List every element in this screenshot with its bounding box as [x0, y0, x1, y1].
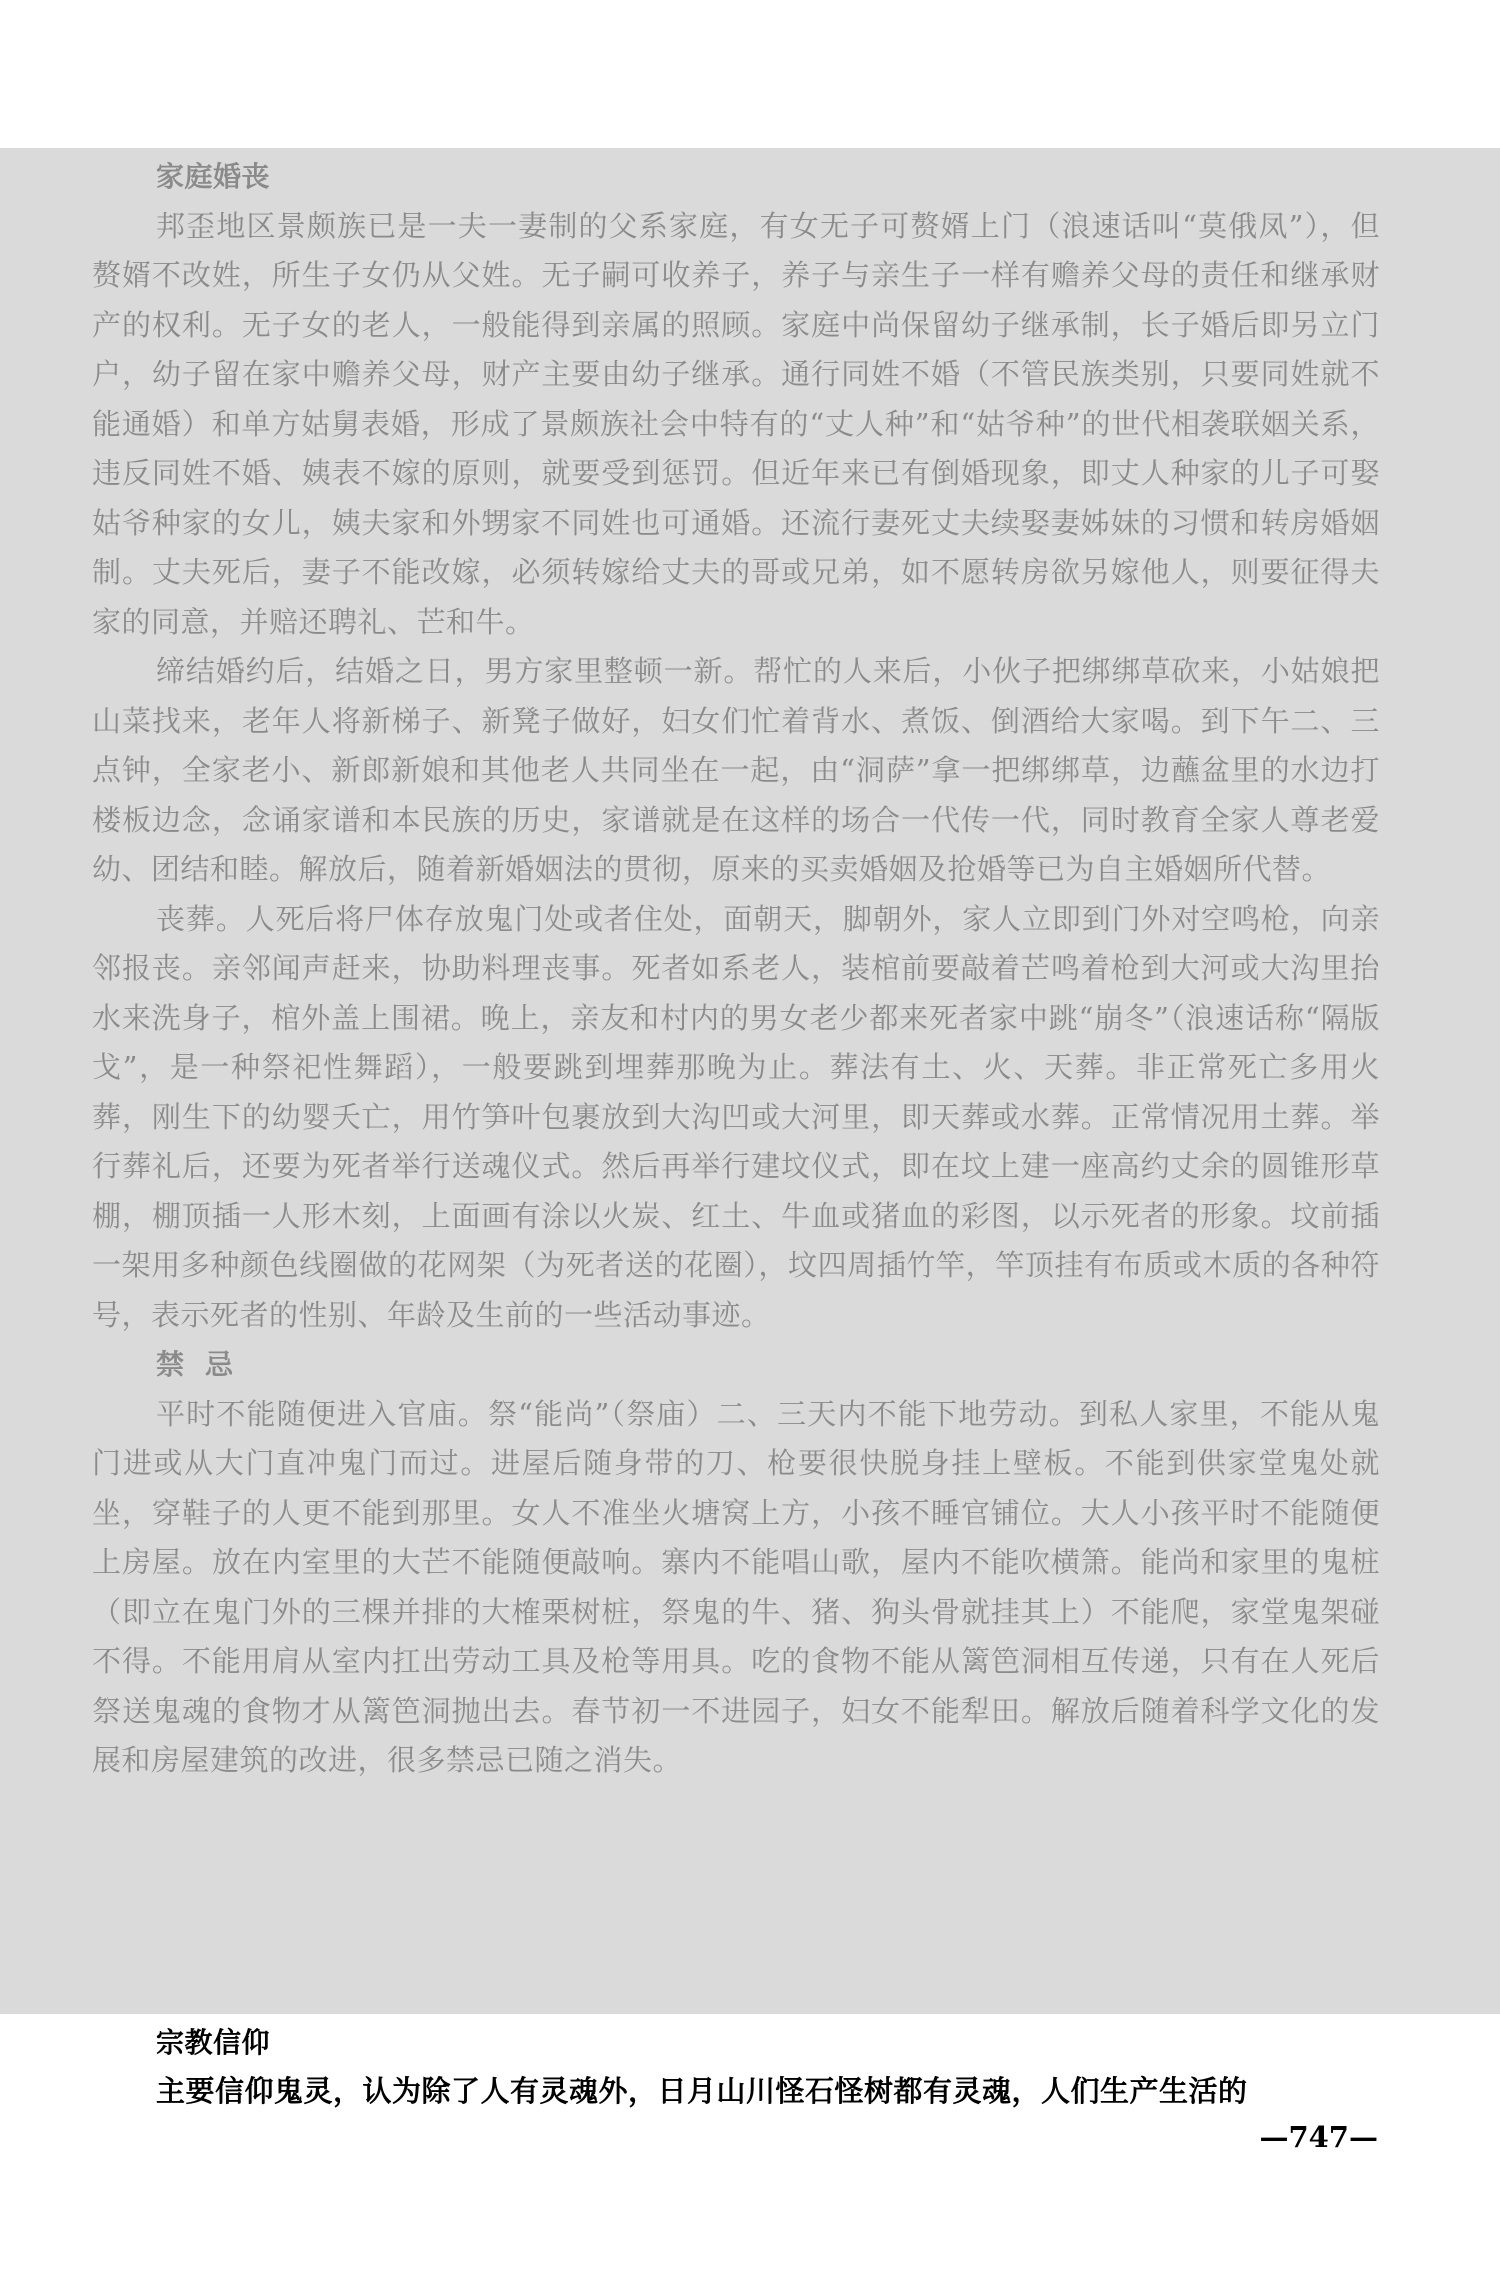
- paragraph-family-3: 丧葬。人死后将尸体存放鬼门处或者住处，面朝天，脚朝外，家人立即到门外对空鸣枪，向亲邻报丧。亲邻闻声赶来，协助料理丧事。死者如系老人，装棺前要敲着芒鸣着枪到大河或大沟里抬水来洗身子，棺外盖上围裙。晚上，亲友和村内的男女老少都来死者家中跳“崩冬”（浪速话称“隔版戈”，是一种祭祀性舞蹈），一般要跳到埋葬那晚为止。葬法有土、火、天葬。非正常死亡多用火葬，刚生下的幼婴夭亡，用竹笋叶包裹放到大沟凹或大河里，即天葬或水葬。正常情况用土葬。举行葬礼后，还要为死者举行送魂仪式。然后再举行建坟仪式，即在坟上建一座高约丈余的圆锥形草棚，棚顶插一人形木刻，上面画有涂以火炭、红土、牛血或猪血的彩图，以示死者的形象。坟前插一架用多种颜色线圈做的花网架（为死者送的花圈），坟四周插竹竿，竿顶挂有布质或木质的各种符号，表示死者的性别、年龄及生前的一些活动事迹。: [92, 901, 1380, 1332]
- page-number: —747—: [1259, 2120, 1378, 2154]
- section-heading-taboo: 禁 忌: [156, 1348, 234, 1381]
- section-heading-family: 家庭婚丧: [156, 160, 271, 193]
- paragraph-religion-1: 主要信仰鬼灵，认为除了人有灵魂外，日月山川怪石怪树都有灵魂，人们生产生活的: [156, 2074, 1248, 2108]
- shaded-text-block: [92, 152, 1380, 1786]
- paragraph-taboo-1: 平时不能随便进入官庙。祭“能尚”（祭庙）二、三天内不能下地劳动。到私人家里，不能从鬼门进或从大门直冲鬼门而过。进屋后随身带的刀、枪要很快脱身挂上壁板。不能到供家堂鬼处就坐，穿鞋子的人更不能到那里。女人不准坐火塘窝上方，小孩不睡官铺位。大人小孩平时不能随便上房屋。放在内室里的大芒不能随便敲响。寨内不能唱山歌，屋内不能吹横箫。能尚和家里的鬼桩（即立在鬼门外的三棵并排的大榷栗树桩，祭鬼的牛、猪、狗头骨就挂其上）不能爬，家堂鬼架碰不得。不能用肩从室内扛出劳动工具及枪等用具。吃的食物不能从篱笆洞相互传递，只有在人死后祭送鬼魂的食物才从篱笆洞抛出去。春节初一不进园子，妇女不能犁田。解放后随着科学文化的发展和房屋建筑的改进，很多禁忌已随之消失。: [92, 1396, 1380, 1777]
- section-heading-religion: 宗教信仰: [156, 2026, 271, 2059]
- religion-text-block: [92, 2018, 1380, 2116]
- paragraph-family-2: 缔结婚约后，结婚之日，男方家里整顿一新。帮忙的人来后，小伙子把绑绑草砍来，小姑娘把山菜找来，老年人将新梯子、新凳子做好，妇女们忙着背水、煮饭、倒酒给大家喝。到下午二、三点钟，全家老小、新郎新娘和其他老人共同坐在一起，由“洞萨”拿一把绑绑草，边蘸盆里的水边打楼板边念，念诵家谱和本民族的历史，家谱就是在这样的场合一代传一代，同时教育全家人尊老爱幼、团结和睦。解放后，随着新婚姻法的贯彻，原来的买卖婚姻及抢婚等已为自主婚姻所代替。: [92, 654, 1380, 886]
- paragraph-family-1: 邦歪地区景颇族已是一夫一妻制的父系家庭，有女无子可赘婿上门（浪速话叫“莫俄凤”），但赘婿不改姓，所生子女仍从父姓。无子嗣可收养子，养子与亲生子一样有赡养父母的责任和继承财产的权利。无子女的老人，一般能得到亲属的照顾。家庭中尚保留幼子继承制，长子婚后即另立门户，幼子留在家中赡养父母，财产主要由幼子继承。通行同姓不婚（不管民族类别，只要同姓就不能通婚）和单方姑舅表婚，形成了景颇族社会中特有的“丈人种”和“姑爷种”的世代相袭联姻关系，违反同姓不婚、姨表不嫁的原则，就要受到惩罚。但近年来已有倒婚现象，即丈人种家的儿子可娶姑爷种家的女儿，姨夫家和外甥家不同姓也可通婚。还流行妻死丈夫续娶妻姊妹的习惯和转房婚姻制。丈夫死后，妻子不能改嫁，必须转嫁给丈夫的哥或兄弟，如不愿转房欲另嫁他人，则要征得夫家的同意，并赔还聘礼、芒和牛。: [92, 208, 1380, 639]
